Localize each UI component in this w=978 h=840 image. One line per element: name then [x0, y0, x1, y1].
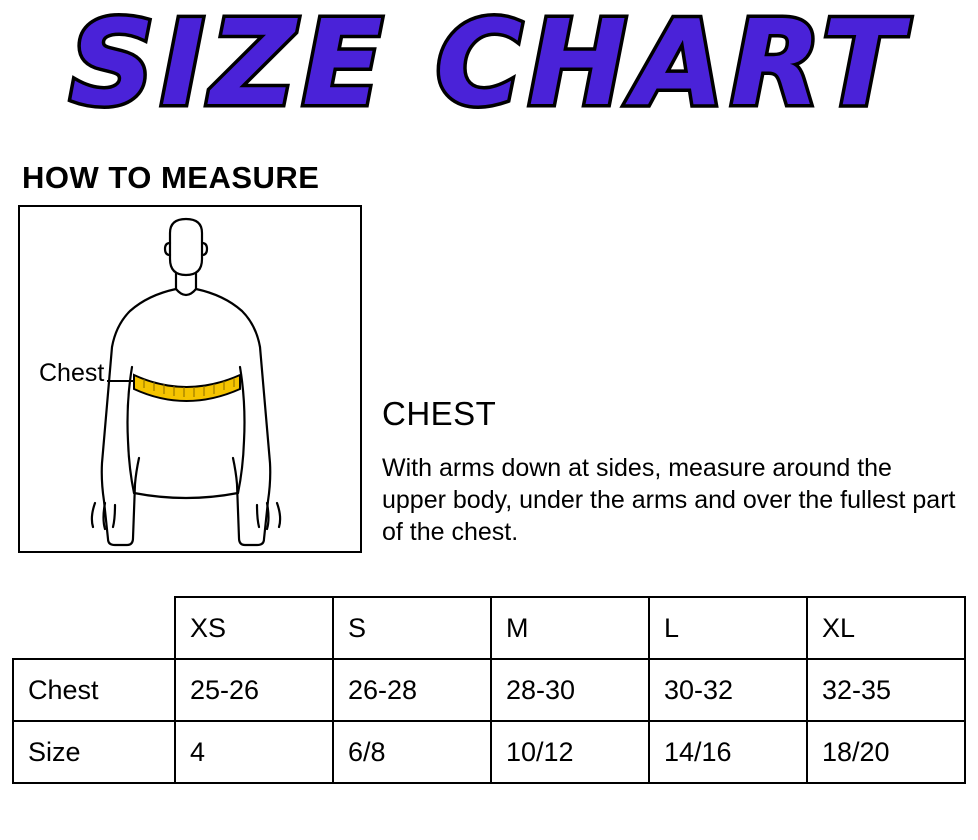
- table-header-xs: XS: [175, 597, 333, 659]
- size-table: [12, 596, 966, 784]
- table-row: [13, 721, 965, 783]
- table-header-l: L: [649, 597, 807, 659]
- cell-size-xl: 18/20: [807, 721, 965, 783]
- row-label-chest: Chest: [13, 659, 175, 721]
- row-label-size: Size: [13, 721, 175, 783]
- table-header-row: [13, 597, 965, 659]
- chest-measure-label: Chest: [36, 359, 107, 388]
- cell-chest-l: 30-32: [649, 659, 807, 721]
- cell-chest-xs: 25-26: [175, 659, 333, 721]
- table-corner-cell: [13, 597, 175, 659]
- table-header-s: S: [333, 597, 491, 659]
- cell-size-m: 10/12: [491, 721, 649, 783]
- how-to-measure-heading: HOW TO MEASURE: [22, 160, 320, 195]
- cell-chest-m: 28-30: [491, 659, 649, 721]
- table-header-xl: XL: [807, 597, 965, 659]
- description-body: With arms down at sides, measure around the upper body, under the arms and over the fullest part of the chest.: [382, 454, 956, 546]
- page-title: SIZE CHART: [69, 0, 909, 132]
- cell-size-s: 6/8: [333, 721, 491, 783]
- description-heading: CHEST: [382, 395, 497, 432]
- cell-size-l: 14/16: [649, 721, 807, 783]
- cell-chest-s: 26-28: [333, 659, 491, 721]
- cell-size-xs: 4: [175, 721, 333, 783]
- cell-chest-xl: 32-35: [807, 659, 965, 721]
- table-row: [13, 659, 965, 721]
- table-header-m: M: [491, 597, 649, 659]
